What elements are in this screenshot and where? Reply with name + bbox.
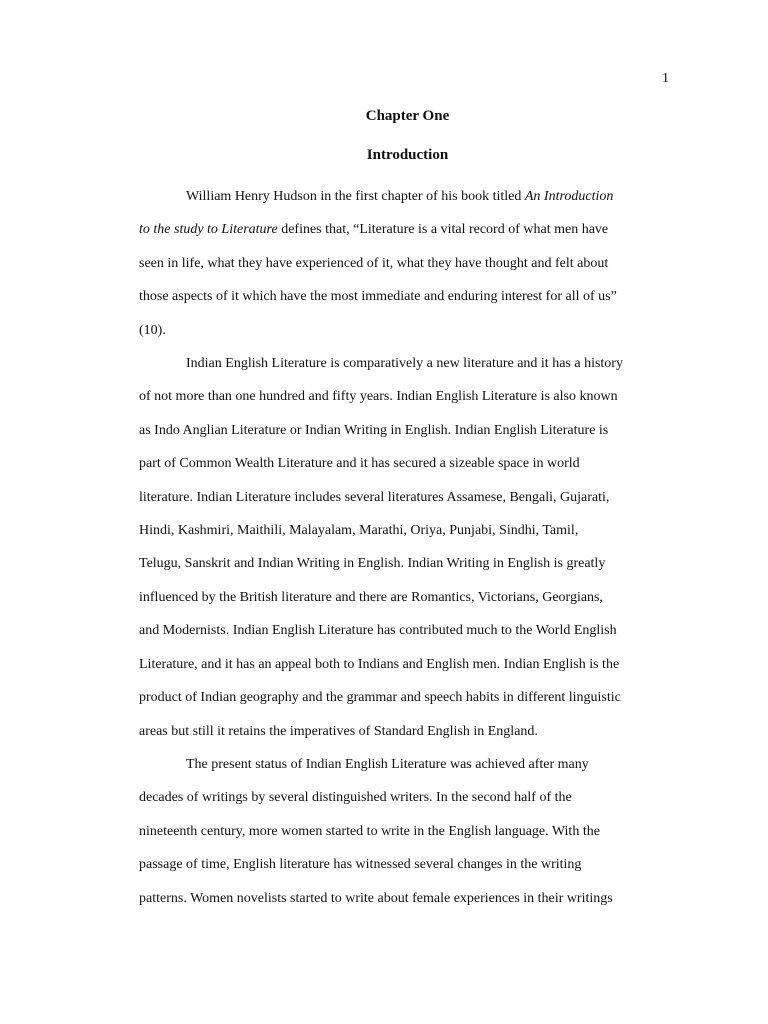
text-line: decades of writings by several distinguished writers. In the second half of the	[139, 790, 572, 806]
text-line: seen in life, what they have experienced of it, what they have thought and felt about	[139, 255, 609, 271]
text-line: and Modernists. Indian English Literature has contributed much to the World English	[139, 623, 617, 639]
book-title-part-1: An Introduction	[524, 189, 614, 204]
text-line	[139, 213, 679, 246]
text-line: influenced by the British literature and there are Romantics, Victorians, Georgians,	[139, 589, 604, 605]
text-line: Hindi, Kashmiri, Maithili, Malayalam, Marathi, Oriya, Punjabi, Sindhi, Tamil,	[139, 523, 579, 539]
text-line: part of Common Wealth Literature and it has secured a sizeable space in world	[139, 456, 580, 472]
text-segment: William Henry Hudson in the first chapter of his book titled	[186, 189, 525, 204]
text-segment: defines that, “Literature is a vital record of what men have	[277, 222, 609, 238]
paragraph-1	[139, 180, 679, 347]
body-text	[139, 180, 679, 915]
paragraph-3	[139, 748, 679, 915]
text-line: of not more than one hundred and fifty years. Indian English Literature is also known	[139, 389, 618, 405]
text-line: as Indo Anglian Literature or Indian Writing in English. Indian English Literature is	[139, 422, 609, 438]
text-line: nineteenth century, more women started to write in the English language. With the	[139, 823, 600, 839]
text-line: product of Indian geography and the grammar and speech habits in different linguistic	[139, 690, 621, 706]
text-line: (10).	[139, 322, 166, 338]
text-line: those aspects of it which have the most immediate and enduring interest for all of us”	[139, 289, 617, 305]
text-line	[139, 180, 679, 213]
text-line: The present status of Indian English Literature was achieved after many	[186, 756, 589, 772]
book-title-part-2: to the study to Literature	[139, 222, 278, 238]
chapter-label: Chapter One	[365, 108, 450, 124]
text-line: areas but still it retains the imperatives of Standard English in England.	[139, 723, 538, 739]
text-line: Telugu, Sanskrit and Indian Writing in English. Indian Writing in English is greatly	[139, 556, 606, 572]
text-line: passage of time, English literature has witnessed several changes in the writing	[139, 857, 582, 873]
text-line: Indian English Literature is comparatively a new literature and it has a history	[186, 356, 623, 372]
section-title: Introduction	[366, 147, 449, 163]
paragraph-2	[139, 347, 679, 748]
text-line: Literature, and it has an appeal both to Indians and English men. Indian English is the	[139, 656, 620, 672]
text-line: literature. Indian Literature includes several literatures Assamese, Bengali, Gujarati,	[139, 489, 610, 505]
page-number: 1	[662, 71, 669, 86]
text-line: patterns. Women novelists started to write about female experiences in their writings	[139, 890, 613, 906]
